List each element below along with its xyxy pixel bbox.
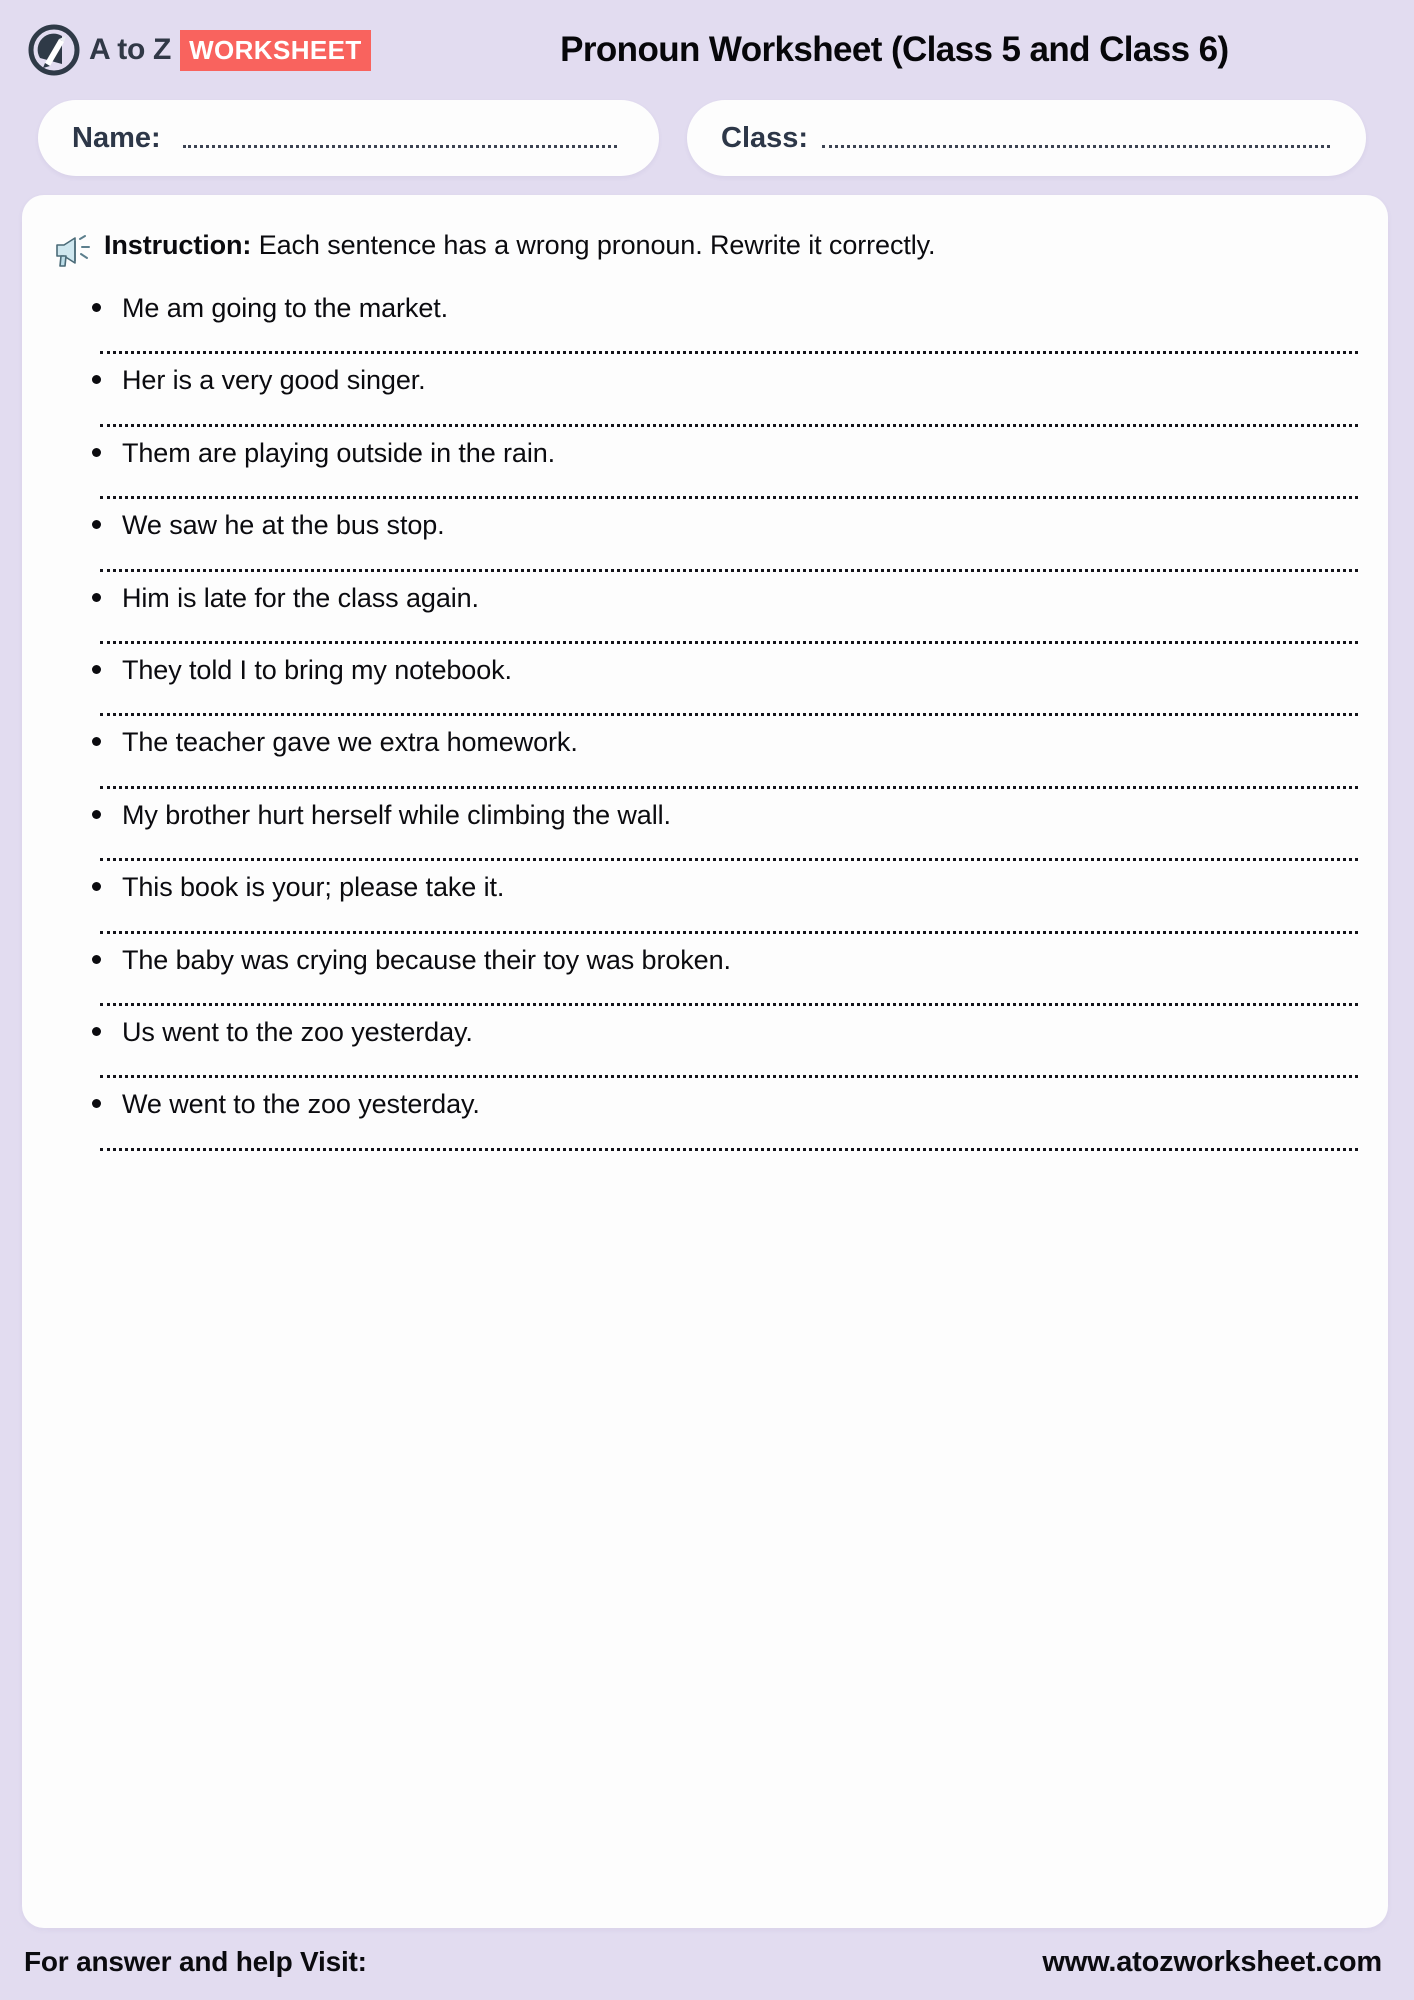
list-item <box>82 572 1348 644</box>
question-text: Him is late for the class again. <box>122 582 479 613</box>
list-item <box>82 1078 1348 1150</box>
footer-note: For answer and help Visit: <box>24 1946 367 1977</box>
brand-logo <box>28 24 371 76</box>
instruction-body: Each sentence has a wrong pronoun. Rewrite it correctly. <box>258 230 936 260</box>
brand-tag: WORKSHEET <box>180 30 371 71</box>
class-label: Class: <box>721 121 809 154</box>
instruction-lead: Instruction: <box>104 230 252 260</box>
bullet-icon <box>92 375 101 384</box>
list-item <box>82 499 1348 571</box>
question-text: Me am going to the market. <box>122 293 449 323</box>
brand-name: A to Z <box>89 33 172 66</box>
list-item <box>82 282 1348 354</box>
bullet-icon <box>92 303 101 312</box>
list-item <box>82 354 1348 426</box>
list-item <box>82 934 1348 1006</box>
instruction-text <box>104 229 935 261</box>
megaphone-icon <box>54 234 92 268</box>
question-list <box>54 282 1348 1151</box>
answer-line[interactable] <box>100 1148 1358 1151</box>
question-text: We saw he at the bus stop. <box>122 510 445 541</box>
question-text: The baby was crying because their toy was broken. <box>122 944 731 975</box>
bullet-icon <box>92 955 101 964</box>
question-text: Us went to the zoo yesterday. <box>122 1016 473 1047</box>
bullet-icon <box>92 1099 101 1108</box>
page-footer <box>0 1928 1414 2000</box>
footer-website[interactable]: www.atozworksheet.com <box>1042 1945 1382 1978</box>
question-text: My brother hurt herself while climbing the wall. <box>122 799 671 830</box>
question-text: They told I to bring my notebook. <box>122 654 512 685</box>
class-field[interactable] <box>687 100 1366 176</box>
bullet-icon <box>92 810 101 819</box>
list-item <box>82 427 1348 499</box>
class-input-line[interactable] <box>822 145 1330 148</box>
list-item <box>82 716 1348 788</box>
list-item <box>82 644 1348 716</box>
bullet-icon <box>92 448 101 457</box>
bullet-icon <box>92 593 101 602</box>
bullet-icon <box>92 882 101 891</box>
page-header <box>0 0 1414 100</box>
list-item <box>82 1006 1348 1078</box>
name-field[interactable] <box>38 100 659 176</box>
bullet-icon <box>92 520 101 529</box>
question-text: This book is your; please take it. <box>122 872 505 903</box>
page-title: Pronoun Worksheet (Class 5 and Class 6) <box>560 30 1229 69</box>
question-text: We went to the zoo yesterday. <box>122 1089 480 1120</box>
name-input-line[interactable] <box>183 145 617 148</box>
question-text: Them are playing outside in the rain. <box>122 437 556 468</box>
bullet-icon <box>92 665 101 674</box>
name-label: Name: <box>72 121 161 154</box>
question-text: The teacher gave we extra homework. <box>122 727 578 758</box>
worksheet-card <box>22 195 1388 1928</box>
instruction-row <box>54 229 1348 268</box>
question-text: Her is a very good singer. <box>122 365 426 396</box>
bullet-icon <box>92 1027 101 1036</box>
student-info-row <box>0 100 1414 176</box>
list-item <box>82 861 1348 933</box>
list-item <box>82 789 1348 861</box>
bullet-icon <box>92 737 101 746</box>
pen-nib-circle-icon <box>28 24 80 76</box>
